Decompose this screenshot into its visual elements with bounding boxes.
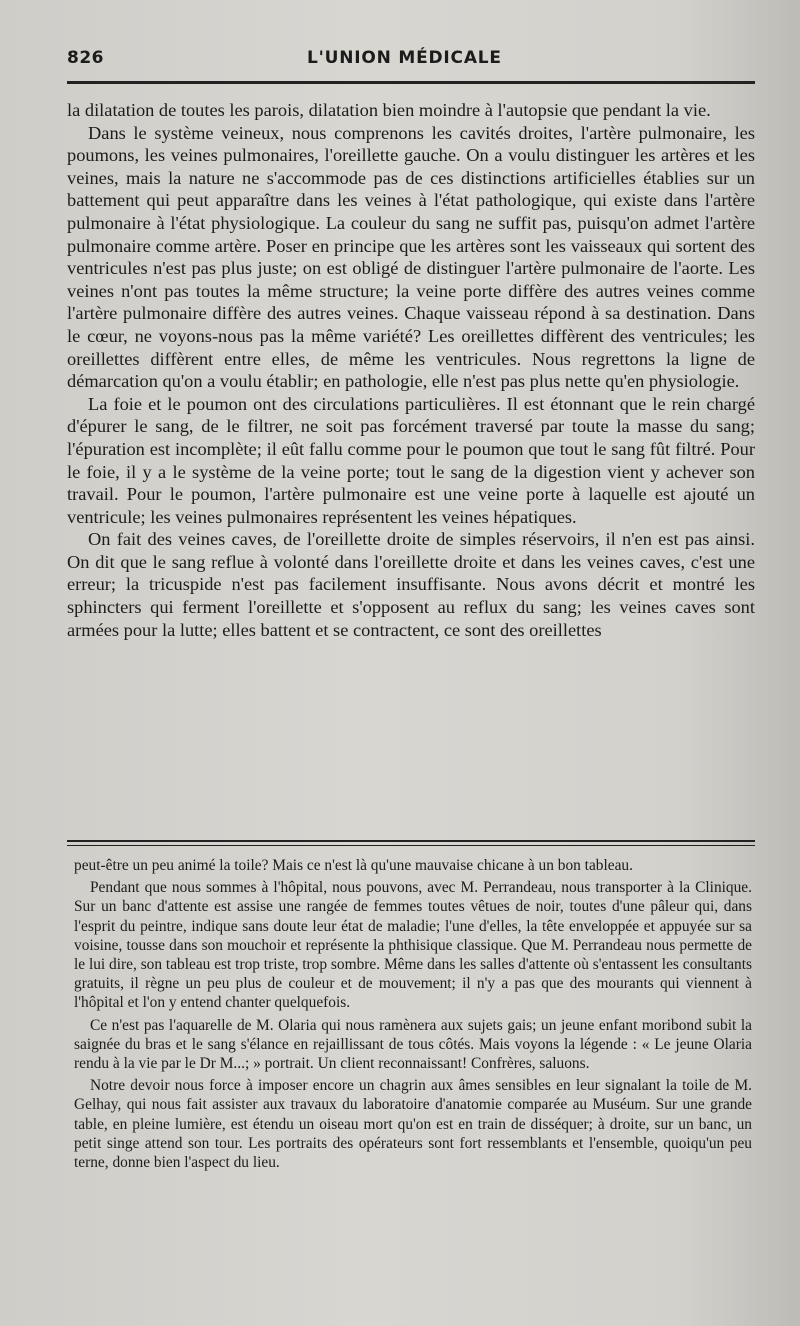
feuilleton-paragraph-3: Ce n'est pas l'aquarelle de M. Olaria qui nous ramènera aux sujets gais; un jeune enfant moribond subit la saignée du bras et le sang s'élance en rejaillissant de tous côtés. Mais voyons la légende : « Le jeune Olaria rendu à la vie par le Dr M...; » portrait. Un client reconnaissant! Confrères, saluons. <box>74 1016 752 1073</box>
main-paragraph-2: Dans le système veineux, nous comprenons les cavités droites, l'artère pulmonaire, les poumons, les veines pulmonaires, l'oreillette gauche. On a voulu distinguer les artères et les veines, mais la nature ne s'accommode pas de ces distinctions artificielles établies sur un battement qui peut apparaître dans les veines à l'état pathologique, qui existe dans l'artère pulmonaire à l'état physiologique. La couleur du sang ne suffit pas, puisqu'on admet l'artère pulmonaire comme artère. Poser en principe que les artères sont les vaisseaux qui sortent des ventricules n'est pas plus juste; on est obligé de distinguer l'artère pulmonaire de l'aorte. Les veines n'ont pas toutes la même structure; la veine porte diffère des autres veines comme l'artère pulmonaire diffère des autres veines. Chaque vaisseau répond à sa destination. Dans le cœur, ne voyons-nous pas la même variété? Les oreillettes diffèrent des ventricules; les oreillettes diffèrent entre elles, de même les ventricules. Nous regrettons la ligne de démarcation qu'on a voulu établir; en pathologie, elle n'est pas plus nette qu'en physiologie. <box>67 122 755 392</box>
main-paragraph-3: La foie et le poumon ont des circulations particulières. Il est étonnant que le rein chargé d'épurer le sang, de le filtrer, ne soit pas forcément traversé par toute la masse du sang; l'épuration est incomplète; il eût fallu comme pour le poumon que tout le sang fût filtré. Pour le foie, il y a le système de la veine porte; tout le sang de la digestion vient y achever son travail. Pour le poumon, l'artère pulmonaire est une veine porte à laquelle est ajouté un ventricule; les veines pulmonaires représentent les veines hépatiques. <box>67 393 755 527</box>
page-number: 826 <box>67 48 104 68</box>
feuilleton-paragraph-2: Pendant que nous sommes à l'hôpital, nous pouvons, avec M. Perrandeau, nous transporter à la Clinique. Sur un banc d'attente est assise une rangée de femmes toutes vêtues de noir, toutes d'une pâleur qui, dans l'esprit du peintre, indique sans doute leur état de maladie; l'une d'elles, la tête enveloppée et appuyée sur sa voisine, tousse dans son mouchoir et représente la phthisique classique. Que M. Perrandeau nous permette de le lui dire, son tableau est trop triste, trop sombre. Même dans les salles d'attente où s'entassent les consultants gratuits, il règne un peu plus de couleur et de mouvement; il n'y a pas que des mourants qui viennent à l'hôpital et l'on y entend chanter quelquefois. <box>74 879 752 1012</box>
running-title: L'UNION MÉDICALE <box>307 48 502 68</box>
main-paragraph-4: On fait des veines caves, de l'oreillette droite de simples réservoirs, il n'en est pas ainsi. On dit que le sang reflue à volonté dans l'oreillette droite et dans les veines caves, c'est une erreur; la tricuspide n'est pas facilement insuffisante. Nous avons décrit et montré les sphincters qui ferment l'oreillette et s'opposent au reflux du sang; les veines caves sont armées pour la lutte; elles battent et se contractent, ce sont des oreillettes <box>67 529 755 640</box>
main-paragraph-1: la dilatation de toutes les parois, dilatation bien moindre à l'autopsie que pendant la vie. <box>67 100 711 120</box>
main-article <box>67 99 755 641</box>
header-rule <box>67 81 755 84</box>
feuilleton-separator <box>67 840 755 846</box>
feuilleton-paragraph-4: Notre devoir nous force à imposer encore un chagrin aux âmes sensibles en leur signalant la toile de M. Gelhay, qui nous fait assister aux travaux du laboratoire d'anatomie comparée au Muséum. Sur une grande table, en pleine lumière, est étendu un oiseau mort qu'on est en train de disséquer; à droite, sur un banc, un petit singe attend son tour. Les portraits des opérateurs sont fort ressemblants et l'ensemble, quoiqu'un peu terne, donne bien l'aspect du lieu. <box>74 1077 752 1172</box>
feuilleton-section <box>74 856 752 1175</box>
feuilleton-paragraph-1: peut-être un peu animé la toile? Mais ce n'est là qu'une mauvaise chicane à un bon tableau. <box>74 857 633 874</box>
page-header <box>67 46 755 74</box>
